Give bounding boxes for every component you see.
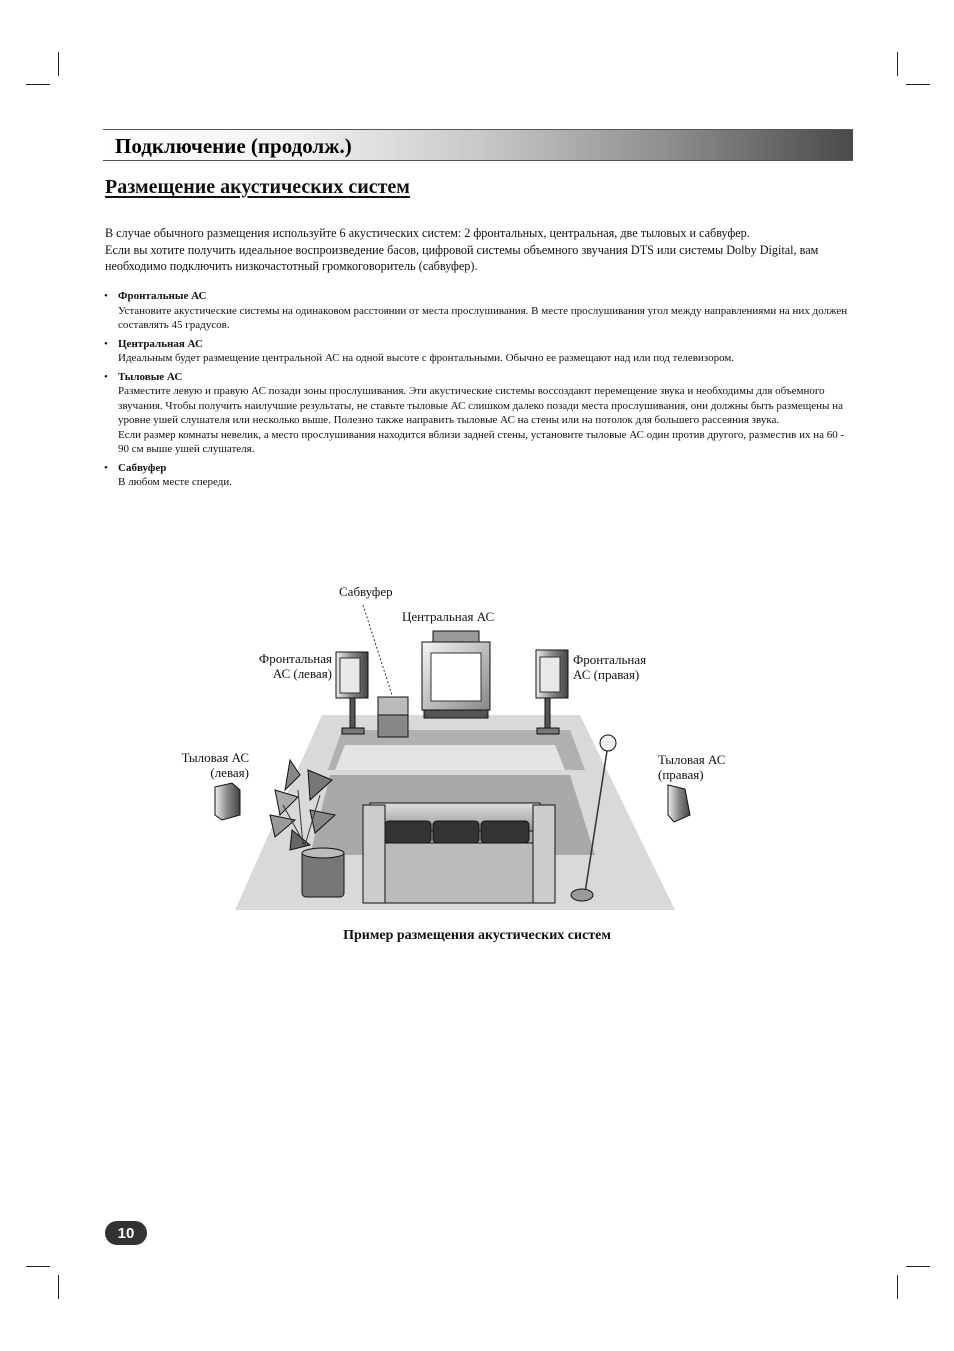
label-rear-right-line1: Тыловая АС <box>658 752 726 767</box>
tv-center-speaker <box>422 631 490 718</box>
page-number-badge <box>105 1221 147 1245</box>
intro-text <box>105 225 825 275</box>
label-front-right-line1: Фронтальная <box>573 652 647 667</box>
label-rear-left-line1: Тыловая АС <box>181 750 249 765</box>
bullet-center <box>104 337 856 366</box>
header-bar <box>103 129 853 161</box>
room-illustration <box>160 575 760 925</box>
header-title: Подключение (продолж.) <box>115 134 352 158</box>
crop-mark <box>26 84 50 85</box>
crop-mark <box>906 1266 930 1267</box>
crop-mark <box>58 1275 59 1299</box>
bullet-text-2: Если размер комнаты невелик, а место прослушивания находится вблизи задней стены, установите тыловые АС один против другого, разместив их на 60 - 90 см выше ушей слушателя. <box>118 428 845 455</box>
page-number: 10 <box>117 1224 135 1242</box>
bullet-rear <box>104 370 856 457</box>
bullet-title: Фронтальные АС <box>118 290 207 302</box>
label-front-right-line2: АС (правая) <box>573 667 640 682</box>
rug-band <box>335 745 565 770</box>
bullet-subwoofer <box>104 461 856 490</box>
label-front-left <box>240 651 332 681</box>
bullet-dot: • <box>104 370 108 383</box>
rear-right-speaker <box>668 785 690 822</box>
crop-mark <box>897 52 898 76</box>
bullet-list <box>104 289 856 494</box>
label-front-right <box>573 652 646 682</box>
crop-mark <box>58 52 59 76</box>
bullet-text: Разместите левую и правую АС позади зоны прослушивания. Эти акустические системы воссоздают перемещение звука и необходимы для объемного звучания. Чтобы получить наилучшие результаты, не ставьте тыловые АС слишком далеко позади места прослушивания, они должны быть размещены на уровне ушей слушателя или несколько выше. Полезно также направить тыловые АС на стены или на потолок для большего рассеяния звука. <box>118 385 843 426</box>
bullet-dot: • <box>104 461 108 474</box>
intro-line-2: Если вы хотите получить идеальное воспроизведение басов, цифровой системы объемного звучания DTS или системы Dolby Digital, вам необходимо подключить низкочастотный громкоговоритель (сабвуфер). <box>105 242 819 273</box>
bullet-text: Установите акустические системы на одинаковом расстоянии от места прослушивания. В месте прослушивания угол между направлениями на них должен составлять 45 градусов. <box>118 304 848 331</box>
label-rear-right <box>658 752 725 782</box>
bullet-title: Сабвуфер <box>118 461 167 474</box>
label-rear-left <box>160 750 249 780</box>
bullet-dot: • <box>104 337 108 350</box>
label-rear-right-line2: (правая) <box>658 767 704 782</box>
crop-mark <box>26 1266 50 1267</box>
subwoofer-unit <box>378 697 408 737</box>
sofa <box>363 803 555 903</box>
bullet-text: В любом месте спереди. <box>118 476 232 488</box>
label-subwoofer: Сабвуфер <box>339 584 393 599</box>
crop-mark <box>906 84 930 85</box>
bullet-text: Идеальным будет размещение центральной АС на одной высоте с фронтальными. Обычно ее размещают над или под телевизором. <box>118 352 735 364</box>
bullet-title: Тыловые АС <box>118 370 183 383</box>
crop-mark <box>897 1275 898 1299</box>
diagram-caption: Пример размещения акустических систем <box>343 928 611 943</box>
label-front-left-line2: АС (левая) <box>272 666 332 681</box>
label-front-left-line1: Фронтальная <box>258 651 332 666</box>
bullet-front <box>104 289 856 333</box>
intro-line-1: В случае обычного размещения используйте 6 акустических систем: 2 фронтальных, центральная, две тыловых и сабвуфер. <box>105 226 750 240</box>
speaker-placement-diagram <box>160 575 760 925</box>
bullet-title: Центральная АС <box>118 337 203 350</box>
label-rear-left-line2: (левая) <box>210 765 249 780</box>
label-center: Центральная АС <box>402 609 495 624</box>
rear-left-speaker <box>215 783 240 820</box>
section-title: Размещение акустических систем <box>105 176 410 198</box>
bullet-dot: • <box>104 290 108 302</box>
